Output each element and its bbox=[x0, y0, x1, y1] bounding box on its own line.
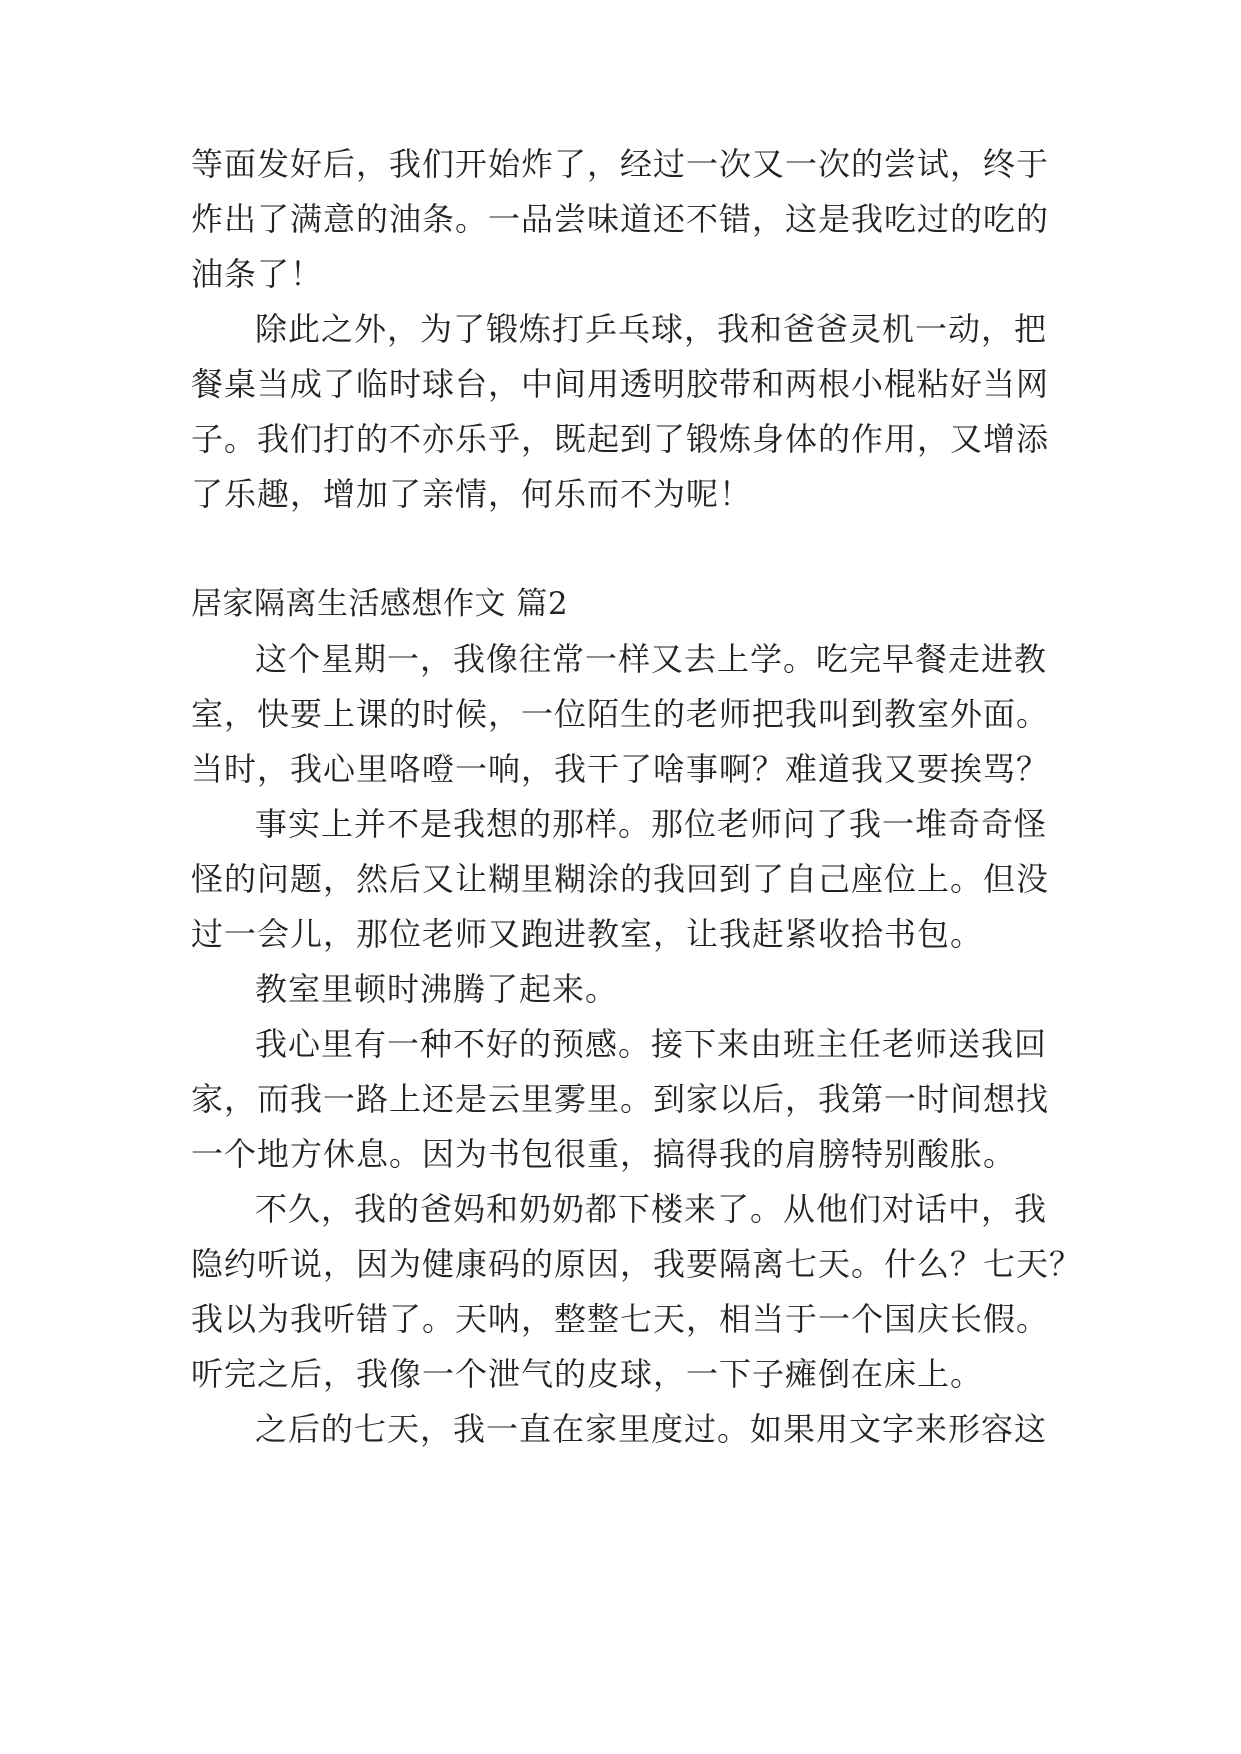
text-line: 听完之后，我像一个泄气的皮球，一下子瘫倒在床上。 bbox=[191, 1355, 984, 1393]
text-line: 一个地方休息。因为书包很重，搞得我的肩膀特别酸胀。 bbox=[191, 1135, 1017, 1173]
paragraph-first-line: 这个星期一，我像往常一样又去上学。吃完早餐走进教 bbox=[255, 640, 1048, 678]
text-line: 过一会儿，那位老师又跑进教室，让我赶紧收拾书包。 bbox=[191, 915, 984, 953]
text-line: 子。我们打的不亦乐乎，既起到了锻炼身体的作用，又增添 bbox=[191, 420, 1050, 458]
text-line: 隐约听说，因为健康码的原因，我要隔离七天。什么？七天？ bbox=[191, 1245, 1083, 1283]
text-line: 室，快要上课的时候，一位陌生的老师把我叫到教室外面。 bbox=[191, 695, 1050, 733]
paragraph-first-line: 之后的七天，我一直在家里度过。如果用文字来形容这 bbox=[255, 1410, 1048, 1448]
paragraph-first-line: 事实上并不是我想的那样。那位老师问了我一堆奇奇怪 bbox=[255, 805, 1048, 843]
text-line: 家，而我一路上还是云里雾里。到家以后，我第一时间想找 bbox=[191, 1080, 1050, 1118]
paragraph-first-line: 不久，我的爸妈和奶奶都下楼来了。从他们对话中，我 bbox=[255, 1190, 1048, 1228]
text-line: 炸出了满意的油条。一品尝味道还不错，这是我吃过的吃的 bbox=[191, 200, 1050, 238]
text-line: 了乐趣，增加了亲情，何乐而不为呢！ bbox=[191, 475, 753, 513]
text-line: 油条了！ bbox=[191, 255, 324, 293]
text-line: 餐桌当成了临时球台，中间用透明胶带和两根小棍粘好当网 bbox=[191, 365, 1050, 403]
text-line: 当时，我心里咯噔一响，我干了啥事啊？难道我又要挨骂？ bbox=[191, 750, 1050, 788]
paragraph-first-line: 除此之外，为了锻炼打乒乓球，我和爸爸灵机一动，把 bbox=[255, 310, 1048, 348]
text-line: 等面发好后，我们开始炸了，经过一次又一次的尝试，终于 bbox=[191, 145, 1050, 183]
paragraph-first-line: 我心里有一种不好的预感。接下来由班主任老师送我回 bbox=[255, 1025, 1048, 1063]
section-heading: 居家隔离生活感想作文 篇2 bbox=[191, 586, 569, 622]
paragraph-first-line: 教室里顿时沸腾了起来。 bbox=[255, 970, 619, 1008]
text-line: 怪的问题，然后又让糊里糊涂的我回到了自己座位上。但没 bbox=[191, 860, 1050, 898]
text-line: 我以为我听错了。天呐，整整七天，相当于一个国庆长假。 bbox=[191, 1300, 1050, 1338]
